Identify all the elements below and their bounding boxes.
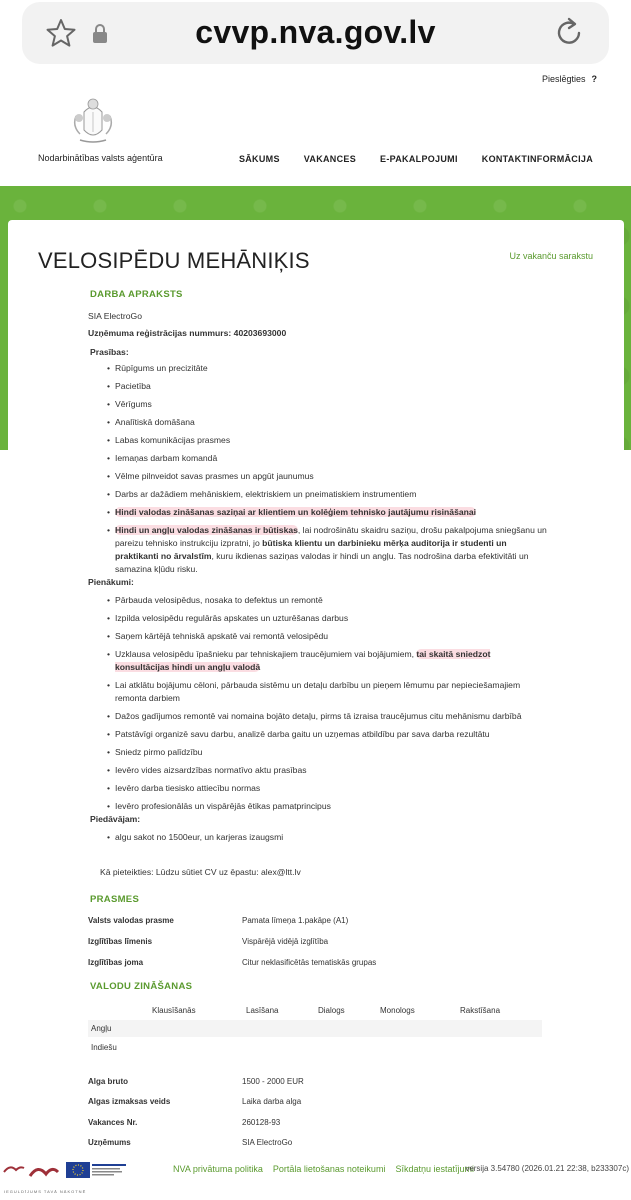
column-header: Rakstīšana xyxy=(460,1006,501,1015)
row-label: Algas izmaksas veids xyxy=(88,1097,171,1106)
list-item: • Ievēro vides aizsardzības normatīvo aktu prasības xyxy=(107,764,547,777)
row-value: 260128-93 xyxy=(242,1118,281,1127)
list-item: • Sniedz pirmo palīdzību xyxy=(107,746,547,759)
description-heading: DARBA APRAKSTS xyxy=(90,289,183,300)
registration-number: Uzņēmuma reģistrācijas nummurs: 40203693000 xyxy=(88,328,287,338)
list-item: • Darbs ar dažādiem mehāniskiem, elektriskiem un pneimatiskiem instrumentiem xyxy=(107,488,547,501)
browser-address-bar[interactable] xyxy=(22,2,609,64)
row-value: 1500 - 2000 EUR xyxy=(242,1077,304,1086)
offer-heading: Piedāvājam: xyxy=(90,814,141,824)
column-header: Lasīšana xyxy=(246,1006,279,1015)
nav-vacancies[interactable]: VAKANCES xyxy=(303,154,357,164)
login-area xyxy=(542,74,597,84)
column-header: Monologs xyxy=(380,1006,415,1015)
eu-funds-text-logo-icon xyxy=(92,1162,128,1178)
url-domain[interactable]: cvvp.nva.gov.lv xyxy=(195,14,436,50)
nav-home[interactable]: SĀKUMS xyxy=(238,154,280,164)
table-row xyxy=(88,1039,542,1056)
terms-of-use-link[interactable]: Portāla lietošanas noteikumi xyxy=(272,1164,386,1174)
hindi-english-requirement: Hindi un angļu valodas zināšanas ir būtiskas xyxy=(115,525,298,535)
list-item: • Labas komunikācijas prasmes xyxy=(107,434,547,447)
privacy-policy-link[interactable]: NVA privātuma politika xyxy=(173,1164,263,1174)
duties-heading: Pienākumi: xyxy=(88,577,134,587)
list-item: • Dažos gadījumos remontē vai nomaina bojāto detaļu, pirms tā izraisa traucējumus citu mehānismu darbībā xyxy=(107,710,547,723)
requirements-heading: Prasības: xyxy=(90,347,129,357)
languages-heading: VALODU ZINĀŠANAS xyxy=(90,981,193,992)
footer-links xyxy=(173,1164,474,1174)
cookie-settings-link[interactable]: Sīkdatņu iestatījumi xyxy=(395,1164,474,1174)
row-label: Izglītības joma xyxy=(88,958,144,967)
list-item: • Patstāvīgi organizē savu darbu, analizē darba gaitu un uzņemas atbildību par sava darba rezultātu xyxy=(107,728,547,741)
footer-slogan: IEGULDĪJUMS TAVĀ NĀKOTNĒ xyxy=(4,1189,87,1194)
table-row xyxy=(88,1020,542,1037)
reload-icon[interactable] xyxy=(554,16,584,53)
language-name: Indiešu xyxy=(91,1043,117,1052)
version-info: versija 3.54780 (2026.01.21 22:38, b233307c) xyxy=(465,1164,629,1173)
list-item: • Lai atklātu bojājumu cēloni, pārbauda sistēmu un detaļu darbību un pieņem lēmumu par nepieciešamajiem remonta darbiem xyxy=(107,679,547,705)
row-label: Vakances Nr. xyxy=(88,1118,138,1127)
apply-instructions: Kā pieteikties: Lūdzu sūtiet CV uz ēpastu: alex@ltt.lv xyxy=(100,867,301,877)
list-item: • Pārbauda velosipēdus, nosaka to defektus un remontē xyxy=(107,594,547,607)
latvia-presidency-logo-icon xyxy=(2,1162,26,1176)
hindi-requirement-highlight: Hindi valodas zināšanas saziņai ar klientiem un kolēģiem tehnisko jautājumu risināšanai xyxy=(115,507,477,517)
main-navigation xyxy=(239,154,593,164)
list-item: • Rūpīgums un precizitāte xyxy=(107,362,547,375)
list-item: • Vēlme pilnveidot savas prasmes un apgūt jaunumus xyxy=(107,470,547,483)
list-item: • Izpilda velosipēdu regulārās apskates un uzturēšanas darbus xyxy=(107,612,547,625)
page-title: VELOSIPĒDU MEHĀNIĶIS xyxy=(38,248,310,273)
offer-list xyxy=(107,831,547,844)
row-value: Laika darba alga xyxy=(242,1097,302,1106)
row-label: Valsts valodas prasme xyxy=(88,916,174,925)
list-item: • Analītiskā domāšana xyxy=(107,416,547,429)
row-value: SIA ElectroGo xyxy=(242,1138,293,1147)
list-item xyxy=(107,648,547,674)
nav-e-services[interactable]: E-PAKALPOJUMI xyxy=(380,154,458,164)
row-label: Izglītības līmenis xyxy=(88,937,153,946)
list-item xyxy=(107,524,547,576)
duty-text: Uzklausa velosipēdu īpašnieku par tehniskajiem traucējumiem vai bojājumiem, xyxy=(115,649,417,659)
duties-list xyxy=(107,594,547,813)
column-header: Klausīšanās xyxy=(152,1006,196,1015)
row-value: Pamata līmeņa 1.pakāpe (A1) xyxy=(242,916,349,925)
list-item: • Pacietība xyxy=(107,380,547,393)
login-link[interactable]: Pieslēgties xyxy=(541,74,586,84)
help-link[interactable]: ? xyxy=(591,74,597,84)
list-item: • Saņem kārtējā tehniskā apskatē vai remontā velosipēdu xyxy=(107,630,547,643)
language-name: Angļu xyxy=(91,1024,112,1033)
list-item: • Iemaņas darbam komandā xyxy=(107,452,547,465)
list-item: • algu sakot no 1500eur, un karjeras izaugsmi xyxy=(107,831,547,844)
list-item: • Ievēro profesionālās un vispārējās ētikas pamatprincipus xyxy=(107,800,547,813)
nva-red-logo-icon xyxy=(28,1162,60,1178)
requirement-text: , lai nodrošinātu skaidru saziņu, drošu pakalpojuma sniegšanu un pareizu tehnisko instrukciju izpratni, jo xyxy=(115,525,547,548)
eu-flag-icon xyxy=(66,1162,90,1178)
requirement-text: , kuru ikdienas saziņas valodas ir hindi un angļu. Tas nodrošina darba efektivitāti un samazina kļūdu risku. xyxy=(115,551,529,574)
back-to-list-link[interactable]: Uz vakanču sarakstu xyxy=(509,251,593,261)
list-item: • Ievēro darba tiesisko attiecību normas xyxy=(107,782,547,795)
requirements-list xyxy=(107,362,547,576)
list-item xyxy=(107,506,547,519)
coat-of-arms-logo[interactable] xyxy=(70,96,116,151)
company-name: SIA ElectroGo xyxy=(88,311,142,321)
list-item: • Vērīgums xyxy=(107,398,547,411)
row-value: Vispārējā vidējā izglītība xyxy=(242,937,329,946)
row-label: Alga bruto xyxy=(88,1077,128,1086)
site-footer xyxy=(0,1158,631,1200)
nav-contacts[interactable]: KONTAKTINFORMĀCIJA xyxy=(481,154,593,164)
row-value: Citur neklasificētās tematiskās grupas xyxy=(242,958,377,967)
consult-hindi-english-highlight: tai skaitā sniedzot konsultācijas hindi un angļu valodā xyxy=(115,649,491,672)
agency-name: Nodarbinātības valsts aģentūra xyxy=(38,153,163,163)
row-label: Uzņēmums xyxy=(88,1138,131,1147)
skills-heading: PRASMES xyxy=(90,894,140,905)
column-header: Dialogs xyxy=(318,1006,345,1015)
target-audience-text: būtiska klientu un darbinieku mērķa auditorija ir studenti un praktikanti no ārvalstīm xyxy=(115,538,507,561)
